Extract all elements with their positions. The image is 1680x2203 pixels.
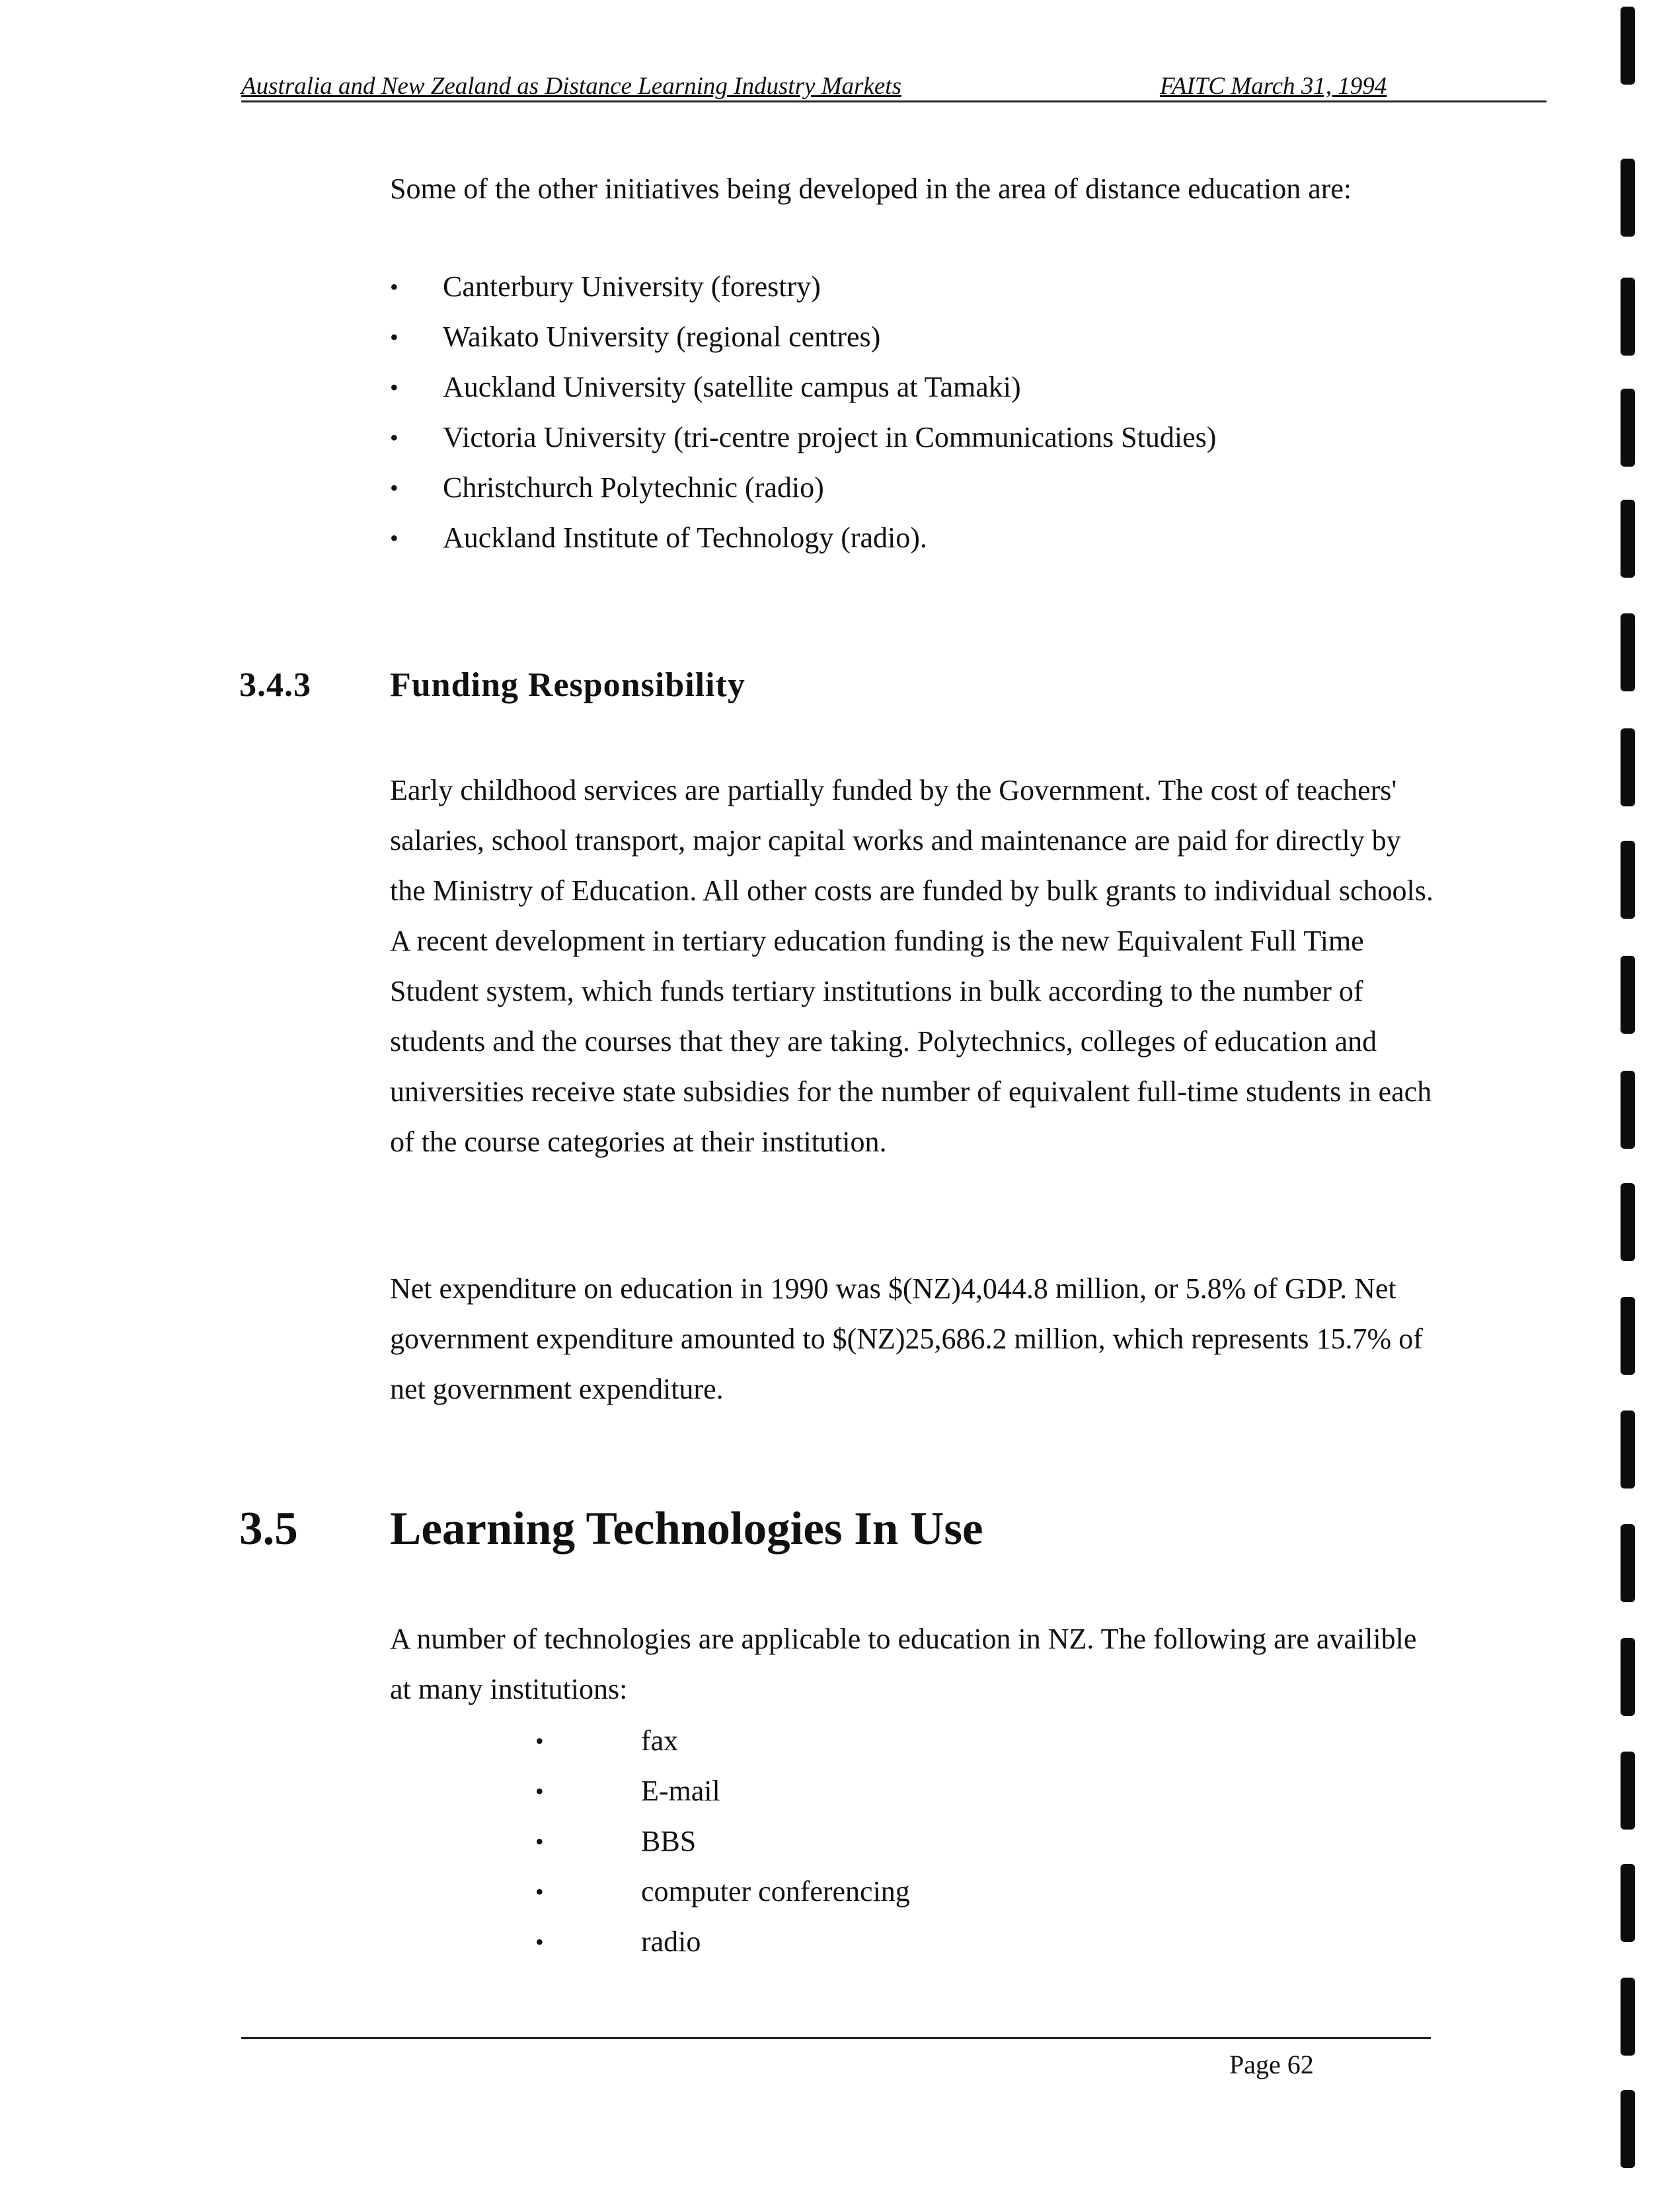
binder-hole-icon (1621, 613, 1635, 691)
intro-paragraph: Some of the other initiatives being developed in the area of distance education are: (390, 173, 1352, 205)
binder-hole-icon (1621, 728, 1635, 806)
list-item: • Waikato University (regional centres) (390, 312, 1216, 362)
running-header (241, 67, 1546, 102)
header-date: FAITC March 31, 1994 (1160, 73, 1387, 100)
initiatives-list (390, 262, 1216, 563)
bullet-icon: • (535, 1778, 544, 1804)
header-title: Australia and New Zealand as Distance Learning Industry Markets (241, 73, 901, 100)
list-item: • fax (535, 1716, 910, 1766)
binder-hole-icon (1621, 500, 1635, 578)
bullet-icon: • (535, 1929, 544, 1955)
binder-hole-icon (1621, 1297, 1635, 1375)
binder-hole-icon (1621, 1183, 1635, 1261)
section-number: 3.4.3 (239, 666, 311, 704)
binder-hole-icon (1621, 1071, 1635, 1149)
section-number: 3.5 (239, 1503, 298, 1555)
page-number: Page 62 (1229, 2050, 1314, 2079)
footer-divider (241, 2037, 1431, 2039)
bullet-icon: • (390, 374, 399, 401)
binder-hole-icon (1621, 7, 1635, 85)
list-item: • radio (535, 1917, 910, 1967)
binder-hole-icon (1621, 389, 1635, 467)
bullet-icon: • (535, 1828, 544, 1855)
technologies-paragraph: A number of technologies are applicable to education in NZ. The following are availible at many institutions: (390, 1623, 1417, 1705)
bullet-icon: • (390, 475, 399, 501)
list-item: • Auckland Institute of Technology (radio). (390, 513, 1216, 563)
technologies-list (535, 1716, 910, 1967)
funding-paragraph: Early childhood services are partially funded by the Government. The cost of teachers' salaries, school transport, major capital works and maintenance are paid for directly by the Ministry of Education. All other costs are funded by bulk grants to individual schools. A recent development in tertiary education funding is the new Equivalent Full Time Student system, which funds tertiary institutions in bulk according to the number of students and the courses that they are taking. Polytechnics, colleges of education and universities receive state subsidies for the number of equivalent full-time students in each of the course categories at their institution. (390, 774, 1433, 1158)
section-title: Learning Technologies In Use (390, 1503, 983, 1555)
section-title: Funding Responsibility (390, 666, 745, 704)
bullet-icon: • (535, 1728, 544, 1754)
list-item: • Canterbury University (forestry) (390, 262, 1216, 312)
bullet-icon: • (390, 274, 399, 300)
bullet-icon: • (390, 324, 399, 350)
bullet-icon: • (535, 1878, 544, 1905)
list-item: • computer conferencing (535, 1867, 910, 1917)
binder-hole-icon (1621, 2090, 1635, 2168)
expenditure-paragraph: Net expenditure on education in 1990 was $(NZ)4,044.8 million, or 5.8% of GDP. Net government expenditure amounted to $(NZ)25,686.2 million, which represents 15.7% of net government expenditure. (390, 1272, 1423, 1405)
binder-hole-icon (1621, 956, 1635, 1034)
bullet-icon: • (390, 424, 399, 451)
list-item: • Christchurch Polytechnic (radio) (390, 463, 1216, 513)
list-item: • E-mail (535, 1766, 910, 1816)
binder-hole-icon (1621, 841, 1635, 919)
bullet-icon: • (390, 525, 399, 551)
list-item: • Auckland University (satellite campus at Tamaki) (390, 362, 1216, 412)
binder-hole-icon (1621, 1638, 1635, 1716)
binder-hole-icon (1621, 278, 1635, 356)
binder-hole-icon (1621, 1864, 1635, 1942)
list-item: • Victoria University (tri-centre project in Communications Studies) (390, 412, 1216, 463)
binder-hole-icon (1621, 159, 1635, 237)
binder-hole-icon (1621, 1524, 1635, 1602)
binder-hole-icon (1621, 1752, 1635, 1830)
list-item: • BBS (535, 1816, 910, 1867)
binder-hole-icon (1621, 1411, 1635, 1488)
binder-hole-icon (1621, 1978, 1635, 2056)
